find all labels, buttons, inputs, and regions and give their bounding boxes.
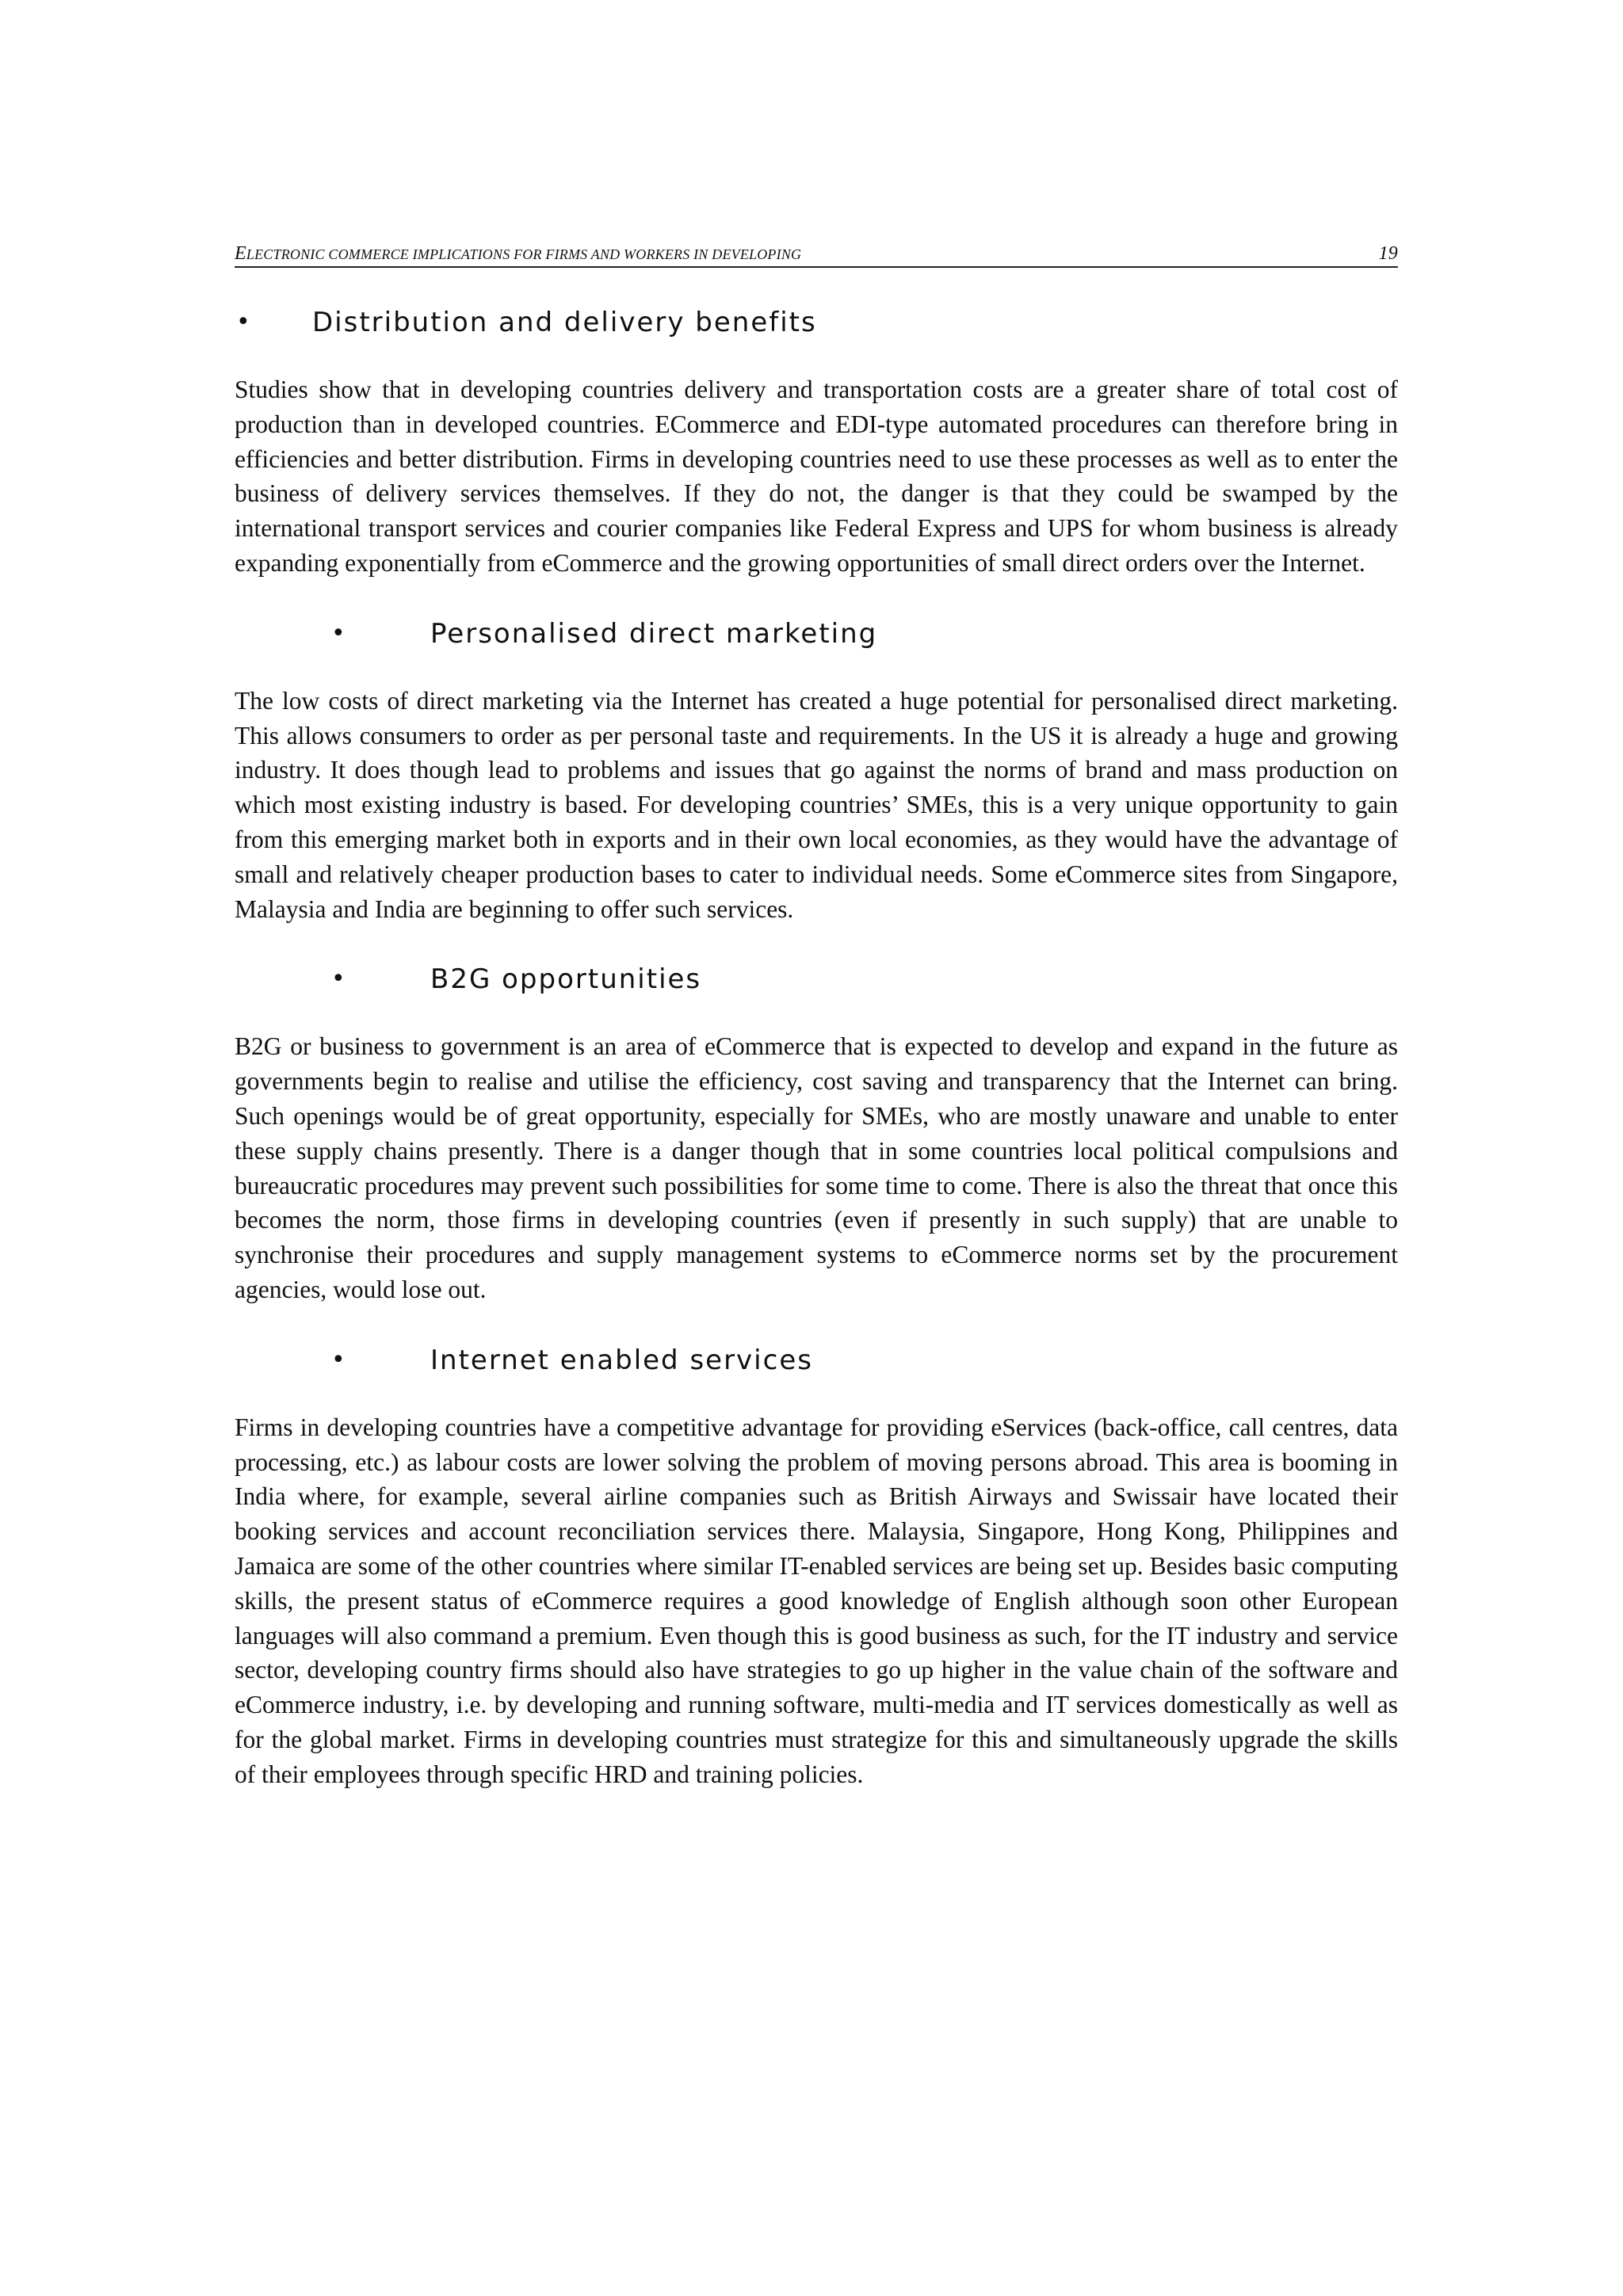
section-heading-distribution	[235, 303, 1398, 342]
section-heading-text: Internet enabled services	[430, 1344, 813, 1376]
section-paragraph-internet-services: Firms in developing countries have a competitive advantage for providing eServices (back-office, call centres, data processing, etc.) as labour costs are lower solving the problem of moving persons abroad. This area is booming in India where, for example, several airline companies such as British Airways and Swissair have located their booking services and account reconciliation services there. Malaysia, Singapore, Hong Kong, Philippines and Jamaica are some of the other countries where similar IT-enabled services are being set up. Besides basic computing skills, the present status of eCommerce requires a good knowledge of English although soon other European languages will also command a premium. Even though this is good business as such, for the IT industry and service sector, developing country firms should also have strategies to go up higher in the value chain of the software and eCommerce industry, i.e. by developing and running software, multi-media and IT services domestically as well as for the global market. Firms in developing countries must strategize for this and simultaneously upgrade the skills of their employees through specific HRD and training policies.	[235, 1413, 1398, 1788]
bullet-icon: •	[236, 308, 252, 336]
running-header-title	[235, 243, 801, 265]
section-heading-b2g	[235, 959, 1398, 999]
section-paragraph-direct-marketing: The low costs of direct marketing via the Internet has created a huge potential for personalised direct marketing. This allows consumers to order as per personal taste and requirements. In the US it is already a huge and growing industry. It does though lead to problems and issues that go against the norms of brand and mass production on which most existing industry is based. For developing countries’ SMEs, this is a very unique opportunity to gain from this emerging market both in exports and in their own local economies, as they would have the advantage of small and relatively cheaper production bases to cater to individual needs. Some eCommerce sites from Singapore, Malaysia and India are beginning to offer such services.	[235, 686, 1398, 923]
bullet-icon: •	[331, 965, 347, 994]
bullet-icon: •	[331, 1345, 347, 1374]
section-paragraph-distribution: Studies show that in developing countries delivery and transportation costs are a greater share of total cost of production than in developed countries. ECommerce and EDI-type automated procedures can therefore bring in efficiencies and better distribution. Firms in developing countries need to use these processes as well as to enter the business of delivery services themselves. If they do not, the danger is that they could be swamped by the international transport services and courier companies like Federal Express and UPS for whom business is already expanding exponentially from eCommerce and the growing opportunities of small direct orders over the Internet.	[235, 376, 1398, 577]
running-header-title-initial: E	[235, 243, 246, 264]
running-header	[235, 238, 1398, 268]
page-number: 19	[1378, 243, 1398, 264]
section-heading-text: B2G opportunities	[430, 963, 702, 996]
running-header-title-rest: LECTRONIC COMMERCE IMPLICATIONS FOR FIRMS AND WORKERS IN DEVELOPING	[246, 246, 802, 262]
section-heading-text: Distribution and delivery benefits	[312, 307, 817, 338]
document-page	[235, 238, 1398, 1792]
section-heading-direct-marketing	[235, 614, 1398, 654]
section-paragraph-b2g: B2G or business to government is an area of eCommerce that is expected to develop and expand in the future as governments begin to realise and utilise the efficiency, cost saving and transparency that the Internet can bring. Such openings would be of great opportunity, especially for SMEs, who are mostly unaware and unable to enter these supply chains presently. There is a danger though that in some countries local political compulsions and bureaucratic procedures may prevent such possibilities for some time to come. There is also the threat that once this becomes the norm, those firms in developing countries (even if presently in such supply) that are unable to synchronise their procedures and supply management systems to eCommerce norms set by the procurement agencies, would lose out.	[235, 1032, 1398, 1303]
section-heading-internet-services	[235, 1341, 1398, 1380]
section-heading-text: Personalised direct marketing	[430, 617, 878, 650]
bullet-icon: •	[331, 619, 347, 647]
